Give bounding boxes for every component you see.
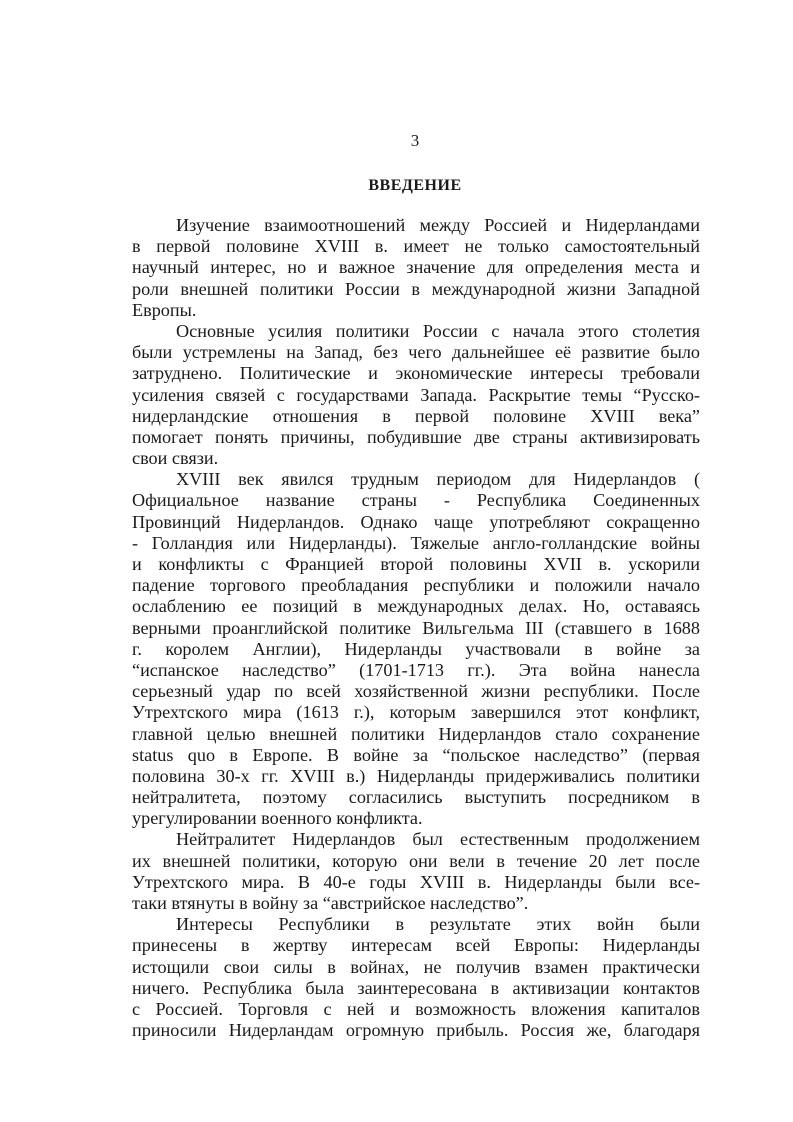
paragraph xyxy=(132,914,700,1041)
text-line: истощили свои силы в войнах, не получив взамен практически xyxy=(132,956,700,977)
paragraph xyxy=(132,321,700,469)
text-line: - Голландия или Нидерланды). Тяжелые англо-голландские войны xyxy=(132,532,700,553)
text-line: урегулировании военного конфликта. xyxy=(132,808,423,829)
paragraph xyxy=(132,829,700,914)
text-line: ничего. Республика была заинтересована в активизации контактов xyxy=(132,977,700,998)
page-number: 3 xyxy=(410,131,420,150)
paragraph xyxy=(132,215,700,321)
text-line: Интересы Республики в результате этих войн были xyxy=(176,914,700,935)
text-line: Изучение взаимоотношений между Россией и Нидерландами xyxy=(176,215,700,235)
text-line: свои связи. xyxy=(132,448,219,469)
text-line: таки втянуты в войну за “австрийское наследство”. xyxy=(132,893,529,913)
text-line: с Россией. Торговля с ней и возможность вложения капиталов xyxy=(132,998,700,1019)
text-line: Официальное название страны - Республика Соединенных xyxy=(132,490,700,511)
paragraph xyxy=(132,469,700,829)
text-line: Утрехтского мира. В 40-е годы XVIII в. Нидерланды были все- xyxy=(132,871,700,892)
text-line: Основные усилия политики России с начала этого столетия xyxy=(176,320,700,341)
text-line: status quo в Европе. В войне за “польское наследство” (первая xyxy=(132,744,700,765)
text-line: в первой половине XVIII в. имеет не только самостоятельный xyxy=(132,236,700,257)
text-line: Утрехтского мира (1613 г.), которым завершился этот конфликт, xyxy=(132,702,700,723)
text-line: Нейтралитет Нидерландов был естественным продолжением xyxy=(176,829,700,850)
text-line: помогает понять причины, побудившие две страны активизировать xyxy=(132,426,700,447)
text-line: нидерландские отношения в первой половине XVIII века” xyxy=(132,405,700,426)
text-line: XVIII век явился трудным периодом для Нидерландов ( xyxy=(176,469,700,490)
text-line: нейтралитета, поэтому согласились выступить посредником в xyxy=(132,787,700,808)
text-line: падение торгового преобладания республики и положили начало xyxy=(132,575,700,596)
text-line: половина 30-х гг. XVIII в.) Нидерланды придерживались политики xyxy=(132,765,700,786)
text-line: и конфликты с Францией второй половины XVII в. ускорили xyxy=(132,554,700,574)
text-line: научный интерес, но и важное значение для определения места и xyxy=(132,257,700,278)
document-body xyxy=(132,215,700,1041)
page-heading: ВВЕДЕНИЕ xyxy=(368,177,462,194)
text-line: затруднено. Политические и экономические интересы требовали xyxy=(132,363,700,384)
text-line: ослаблению ее позиций в международных делах. Но, оставаясь xyxy=(132,596,700,617)
text-line: верными проанглийской политике Вильгельма III (ставшего в 1688 xyxy=(132,617,700,638)
text-line: Европы. xyxy=(132,299,197,320)
text-line: усиления связей с государствами Запада. Раскрытие темы “Русско- xyxy=(132,384,700,405)
text-line: Провинций Нидерландов. Однако чаще употребляют сокращенно xyxy=(132,511,700,532)
text-line: приносили Нидерландам огромную прибыль. Россия же, благодаря xyxy=(132,1020,700,1041)
text-line: роли внешней политики России в международной жизни Западной xyxy=(132,278,700,299)
text-line: главной целью внешней политики Нидерландов стало сохранение xyxy=(132,723,700,744)
text-line: “испанское наследство” (1701-1713 гг.). Эта война нанесла xyxy=(132,659,700,680)
text-line: их внешней политики, которую они вели в течение 20 лет после xyxy=(132,850,700,871)
text-line: серьезный удар по всей хозяйственной жизни республики. После xyxy=(132,681,700,702)
text-line: г. королем Англии), Нидерланды участвовали в войне за xyxy=(132,638,700,659)
text-line: были устремлены на Запад, без чего дальнейшее её развитие было xyxy=(132,342,700,363)
text-line: принесены в жертву интересам всей Европы: Нидерланды xyxy=(132,935,700,956)
